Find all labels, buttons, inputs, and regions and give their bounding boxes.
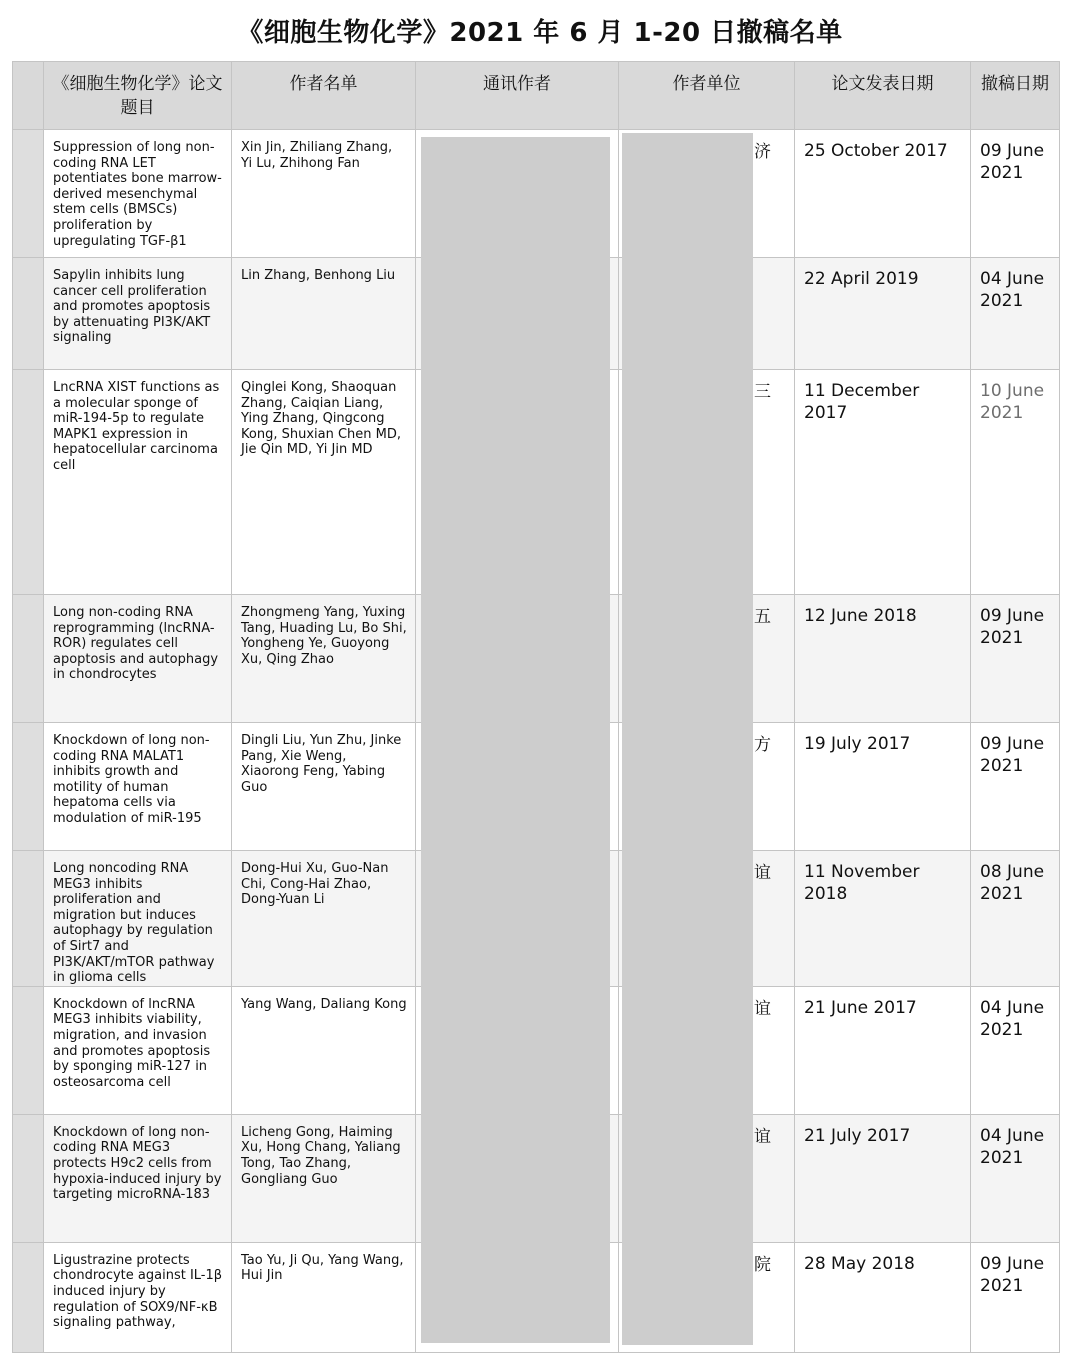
authors-cell: Tao Yu, Ji Qu, Yang Wang, Hui Jin — [232, 1242, 416, 1352]
authors-cell: Lin Zhang, Benhong Liu — [232, 258, 416, 370]
retraction-date-value: 04 June 2021 — [980, 269, 1045, 311]
header-retraction-date: 撤稿日期 — [971, 62, 1060, 130]
publication-date-cell: 21 July 2017 — [795, 1114, 971, 1242]
row-index-cell — [13, 595, 44, 723]
retraction-date-value: 09 June 2021 — [980, 141, 1045, 183]
publication-date-cell: 12 June 2018 — [795, 595, 971, 723]
publication-date-cell: 19 July 2017 — [795, 723, 971, 851]
header-affiliation: 作者单位 — [619, 62, 795, 130]
affiliation-visible-text: 方 — [754, 735, 771, 755]
retraction-date-value: 10 June 2021 — [980, 381, 1045, 423]
header-index — [13, 62, 44, 130]
authors-cell: Dingli Liu, Yun Zhu, Jinke Pang, Xie Weng, Xiaorong Feng, Yabing Guo — [232, 723, 416, 851]
publication-date-cell: 28 May 2018 — [795, 1242, 971, 1352]
row-index-cell — [13, 258, 44, 370]
authors-cell: Licheng Gong, Haiming Xu, Hong Chang, Yaliang Tong, Tao Zhang, Gongliang Guo — [232, 1114, 416, 1242]
paper-title-cell: Knockdown of long non-coding RNA MEG3 protects H9c2 cells from hypoxia-induced injury by targeting microRNA-183 — [44, 1114, 232, 1242]
page-title: 《细胞生物化学》2021 年 6 月 1-20 日撤稿名单 — [237, 18, 843, 48]
affiliation-visible-text: 谊 — [754, 863, 771, 883]
authors-cell: Zhongmeng Yang, Yuxing Tang, Huading Lu, Bo Shi, Yongheng Ye, Guoyong Xu, Qing Zhao — [232, 595, 416, 723]
paper-title-cell: Long non-coding RNA reprogramming (lncRNA-ROR) regulates cell apoptosis and autophagy in chondrocytes — [44, 595, 232, 723]
table-header-row — [13, 62, 1060, 130]
affiliation-visible-text: 院 — [754, 1254, 771, 1275]
affiliation-visible-text: 谊 — [754, 1126, 771, 1147]
retraction-date-value: 09 June 2021 — [980, 1253, 1045, 1296]
row-index-cell — [13, 1114, 44, 1242]
row-index-cell — [13, 130, 44, 258]
header-corresponding-author: 通讯作者 — [416, 62, 619, 130]
row-index-cell — [13, 1242, 44, 1352]
row-index-cell — [13, 851, 44, 987]
publication-date-cell: 11 December 2017 — [795, 370, 971, 595]
publication-date-cell: 21 June 2017 — [795, 986, 971, 1114]
retraction-date-cell — [971, 986, 1060, 1114]
row-index-cell — [13, 986, 44, 1114]
authors-cell: Xin Jin, Zhiliang Zhang, Yi Lu, Zhihong Fan — [232, 130, 416, 258]
authors-cell: Yang Wang, Daliang Kong — [232, 986, 416, 1114]
retraction-date-cell — [971, 595, 1060, 723]
publication-date-cell: 25 October 2017 — [795, 130, 971, 258]
row-index-cell — [13, 723, 44, 851]
paper-title-cell: LncRNA XIST functions as a molecular sponge of miR-194-5p to regulate MAPK1 expression in hepatocellular carcinoma cell — [44, 370, 232, 595]
header-paper-title: 《细胞生物化学》论文题目 — [44, 62, 232, 130]
paper-title-cell: Knockdown of lncRNA MEG3 inhibits viability, migration, and invasion and promotes apoptosis by sponging miR-127 in osteosarcoma cell — [44, 986, 232, 1114]
retraction-date-cell — [971, 1114, 1060, 1242]
retraction-date-cell — [971, 1242, 1060, 1352]
header-authors: 作者名单 — [232, 62, 416, 130]
retraction-date-cell — [971, 258, 1060, 370]
retraction-date-cell — [971, 851, 1060, 987]
header-publication-date: 论文发表日期 — [795, 62, 971, 130]
retraction-date-cell — [971, 723, 1060, 851]
publication-date-cell: 11 November 2018 — [795, 851, 971, 987]
affiliation-visible-text: 济 — [754, 142, 771, 162]
retraction-date-cell — [971, 130, 1060, 258]
retraction-date-value: 04 June 2021 — [980, 1125, 1045, 1168]
affiliation-visible-text: 三 — [754, 382, 771, 402]
affiliation-visible-text: 五 — [754, 607, 771, 627]
authors-cell: Qinglei Kong, Shaoquan Zhang, Caiqian Liang, Ying Zhang, Qingcong Kong, Shuxian Chen MD, Jie Qin MD, Yi Jin MD — [232, 370, 416, 595]
authors-cell: Dong-Hui Xu, Guo-Nan Chi, Cong-Hai Zhao, Dong-Yuan Li — [232, 851, 416, 987]
retraction-date-value: 09 June 2021 — [980, 734, 1045, 776]
retraction-date-value: 08 June 2021 — [980, 862, 1045, 904]
retraction-date-value: 04 June 2021 — [980, 997, 1045, 1040]
paper-title-cell: Ligustrazine protects chondrocyte against IL-1β induced injury by regulation of SOX9/NF-κB signaling pathway, — [44, 1242, 232, 1352]
retraction-date-value: 09 June 2021 — [980, 606, 1045, 648]
redaction-corresponding-author — [421, 137, 610, 1343]
publication-date-cell: 22 April 2019 — [795, 258, 971, 370]
paper-title-cell: Suppression of long non-coding RNA LET potentiates bone marrow-derived mesenchymal stem cells (BMSCs) proliferation by upregulating TGF-β1 — [44, 130, 232, 258]
paper-title-cell: Knockdown of long non-coding RNA MALAT1 inhibits growth and motility of human hepatoma cells via modulation of miR-195 — [44, 723, 232, 851]
paper-title-cell: Long noncoding RNA MEG3 inhibits proliferation and migration but induces autophagy by regulation of Sirt7 and PI3K/AKT/mTOR pathway in glioma cells — [44, 851, 232, 987]
redaction-affiliation — [622, 133, 753, 1345]
row-index-cell — [13, 370, 44, 595]
paper-title-cell: Sapylin inhibits lung cancer cell proliferation and promotes apoptosis by attenuating PI3K/AKT signaling — [44, 258, 232, 370]
retraction-date-cell — [971, 370, 1060, 595]
affiliation-visible-text: 谊 — [754, 998, 771, 1019]
